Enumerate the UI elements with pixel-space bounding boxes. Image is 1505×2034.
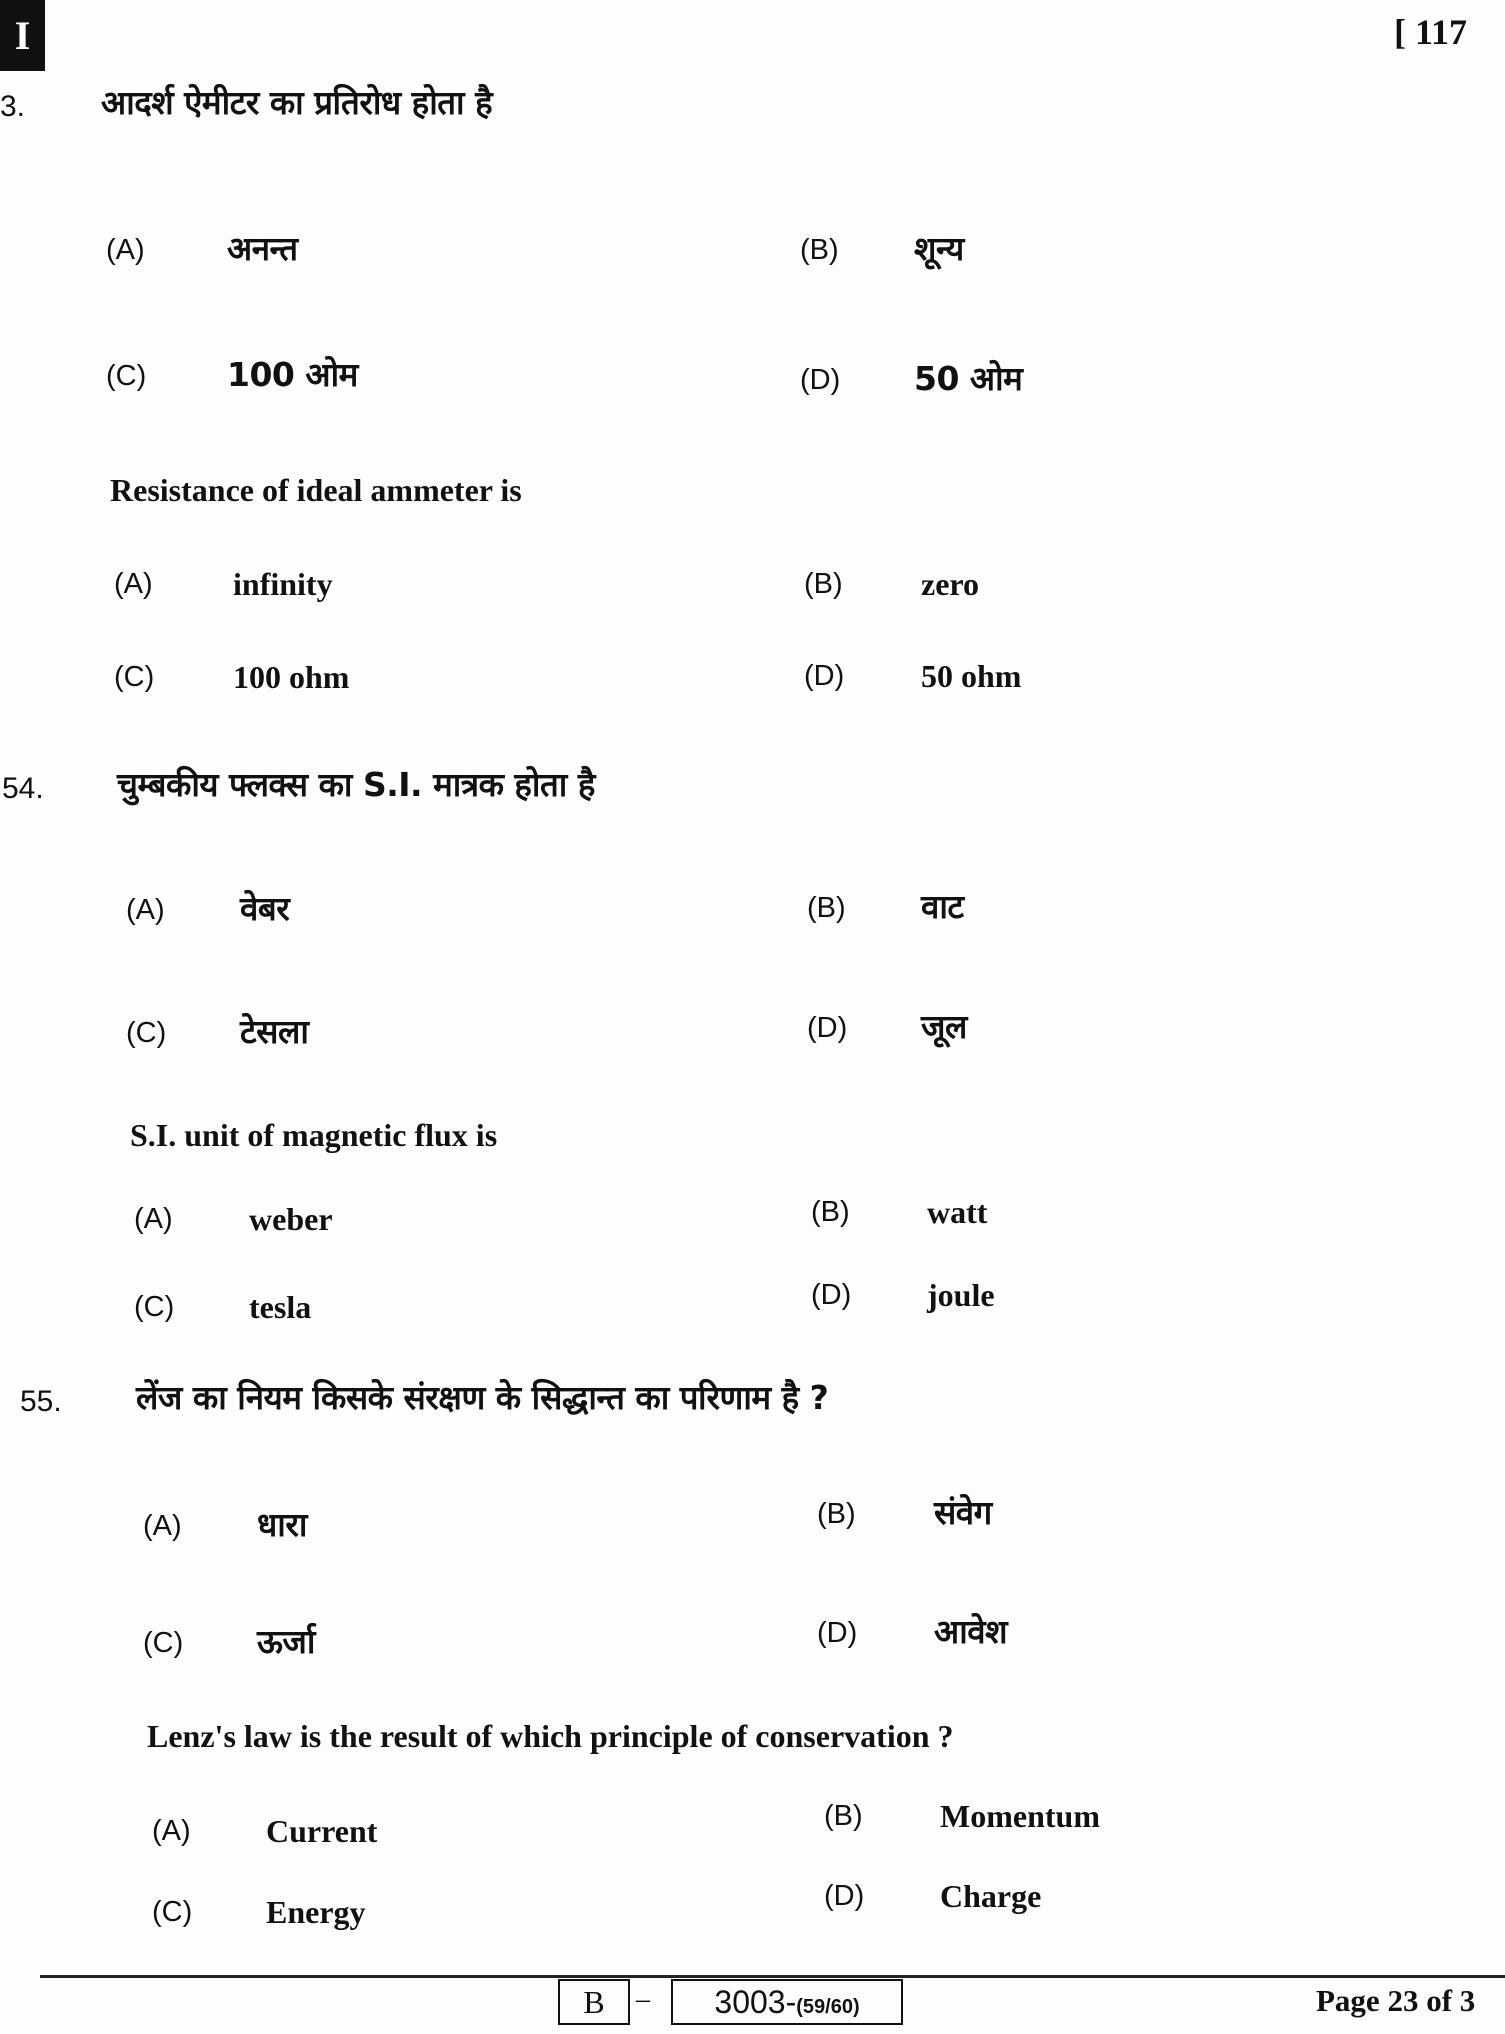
option-label: (C) — [106, 360, 147, 392]
paper-code-box — [671, 1979, 903, 2025]
option-label: (C) — [134, 1291, 175, 1323]
question-number: 54. — [2, 772, 44, 805]
english-option-text: infinity — [233, 566, 333, 602]
option-label: (B) — [824, 1800, 863, 1832]
option-label: (B) — [811, 1196, 850, 1228]
hindi-option-text: वेबर — [240, 889, 290, 928]
footer-rule — [40, 1975, 1505, 1978]
option-label: (B) — [807, 892, 846, 924]
english-question-text: S.I. unit of magnetic flux is — [130, 1117, 498, 1153]
option-label: (A) — [143, 1510, 182, 1542]
option-label: (C) — [126, 1017, 167, 1049]
english-option-text: zero — [921, 566, 980, 602]
english-option-text: Energy — [266, 1894, 366, 1930]
option-label: (A) — [106, 234, 145, 266]
hindi-option-text: आवेश — [934, 1612, 1008, 1651]
hindi-option-text: संवेग — [934, 1493, 992, 1532]
hindi-question-text: आदर्श ऐमीटर का प्रतिरोध होता है — [101, 83, 493, 122]
hindi-option-text: जूल — [921, 1007, 967, 1046]
english-option-text: tesla — [249, 1289, 312, 1325]
option-label: (D) — [800, 364, 841, 396]
page-marker: [ 117 — [1394, 12, 1468, 52]
footer-dash: – — [636, 1984, 650, 2015]
option-label: (D) — [804, 660, 845, 692]
english-option-text: joule — [927, 1277, 995, 1313]
english-option-text: Charge — [940, 1878, 1042, 1914]
hindi-option-text: अनन्त — [227, 229, 298, 268]
option-label: (B) — [800, 234, 839, 266]
option-label: (D) — [811, 1279, 852, 1311]
hindi-option-text: वाट — [921, 887, 964, 926]
option-label: (D) — [824, 1880, 865, 1912]
hindi-option-text: धारा — [257, 1505, 307, 1544]
option-label: (D) — [817, 1617, 858, 1649]
option-label: (A) — [114, 568, 153, 600]
option-label: (B) — [817, 1498, 856, 1530]
option-label: (C) — [152, 1896, 193, 1928]
paper-code-suffix: (59/60) — [796, 1996, 860, 2018]
option-label: (A) — [126, 894, 165, 926]
english-option-text: watt — [927, 1194, 988, 1230]
hindi-option-text: टेसला — [240, 1012, 309, 1051]
english-option-text: Momentum — [940, 1798, 1100, 1834]
question-number: 55. — [20, 1385, 62, 1418]
english-option-text: 50 ohm — [921, 658, 1022, 694]
hindi-option-text: शून्य — [914, 229, 964, 268]
english-option-text: 100 ohm — [233, 659, 350, 695]
english-option-text: weber — [249, 1201, 333, 1237]
option-label: (A) — [152, 1815, 191, 1847]
english-option-text: Current — [266, 1813, 378, 1849]
english-question-text: Lenz's law is the result of which principle of conservation ? — [147, 1718, 954, 1754]
english-question-text: Resistance of ideal ammeter is — [110, 472, 522, 508]
section-tag: I — [0, 0, 45, 71]
hindi-question-text: लेंज का नियम किसके संरक्षण के सिद्धान्त का परिणाम है ? — [136, 1378, 829, 1417]
option-label: (C) — [143, 1627, 184, 1659]
option-label: (A) — [134, 1203, 173, 1235]
option-label: (B) — [804, 568, 843, 600]
question-number: 3. — [0, 90, 26, 123]
series-box: B — [558, 1979, 630, 2025]
option-label: (C) — [114, 661, 155, 693]
hindi-question-text: चुम्बकीय फ्लक्स का S.I. मात्रक होता है — [117, 765, 595, 804]
hindi-option-text: 50 ओम — [914, 359, 1023, 398]
hindi-option-text: 100 ओम — [227, 355, 358, 394]
option-label: (D) — [807, 1012, 848, 1044]
hindi-option-text: ऊर्जा — [257, 1622, 315, 1661]
page-number: Page 23 of 3 — [1316, 1983, 1476, 2018]
paper-code: 3003- — [714, 1984, 797, 2020]
